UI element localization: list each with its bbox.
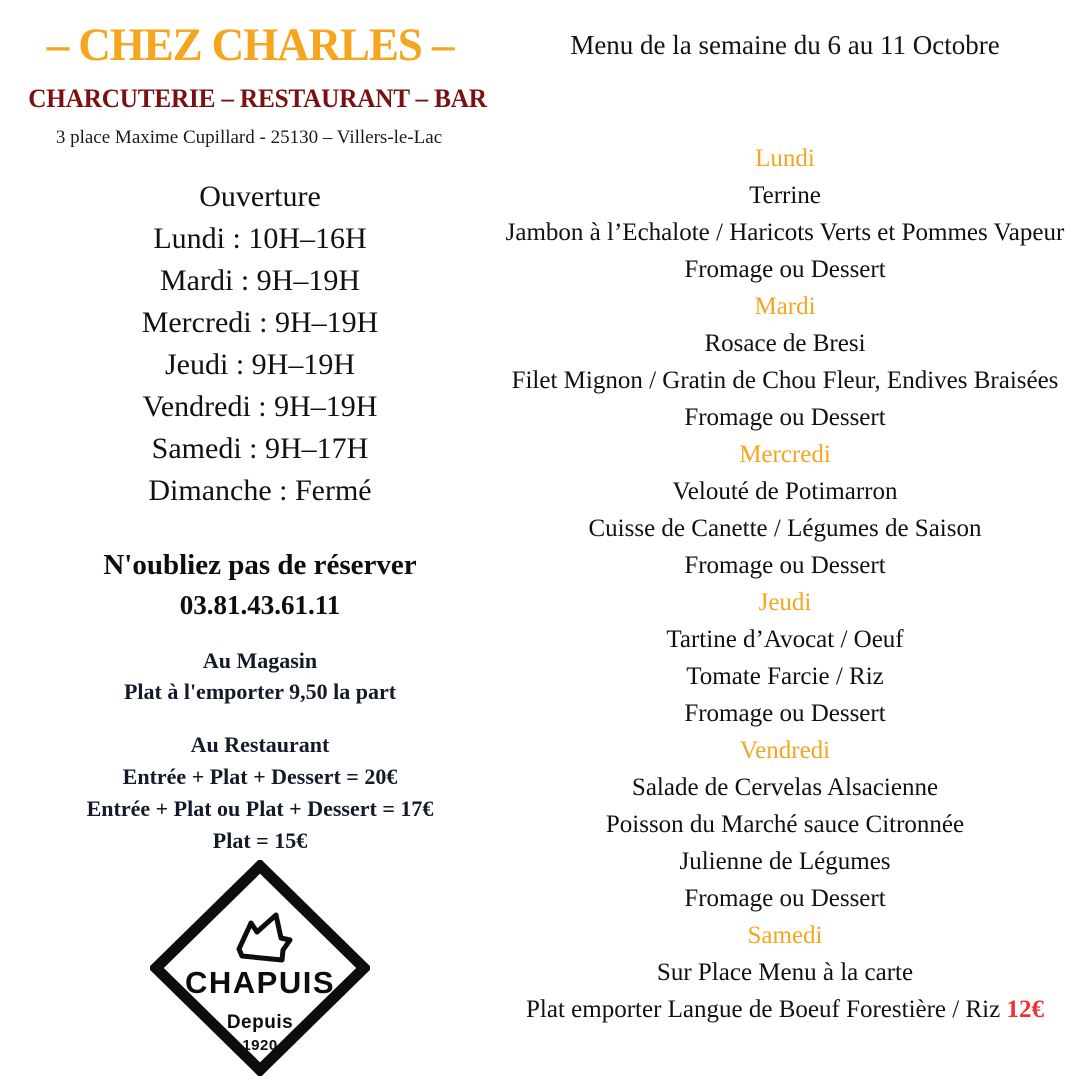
menu-dish [490,880,1080,917]
menu-dish-label: Filet Mignon / Gratin de Chou Fleur, Endives Braisées [511,367,1059,394]
chapuis-logo [150,860,370,1076]
menu-dish-label: Fromage ou Dessert [684,552,886,579]
menu-day-name: Jeudi [758,589,812,616]
restaurant-pricing-row: Plat = 15€ [212,828,308,853]
menu-dish [490,991,1080,1028]
menu-dish-label: Jambon à l’Echalote / Haricots Verts et Pommes Vapeur [505,219,1065,246]
menu-dish [490,251,1080,288]
reservation-phone-number[interactable]: 03.81.43.61.11 [179,590,341,620]
logo-since-year: 1920 [242,1037,278,1054]
logo-since-label: Depuis [226,1012,294,1033]
shop-pricing-heading: Au Magasin [202,648,318,673]
right-column [490,0,1080,1080]
menu-dish-label: Julienne de Légumes [679,848,891,875]
menu-dish-label: Poisson du Marché sauce Citronnée [605,811,965,838]
menu-dish [490,695,1080,732]
menu-day-name: Samedi [747,922,823,949]
menu-day-group [490,917,1080,1028]
menu-dish-label: Salade de Cervelas Alsacienne [631,774,939,801]
menu-dish [490,362,1080,399]
opening-hours-row: Vendredi : 9H–19H [142,390,378,423]
opening-hours-row: Lundi : 10H–16H [153,222,367,255]
menu-dish-price: 12€ [1006,996,1044,1023]
shop-pricing-row: Plat à l'emporter 9,50 la part [123,679,397,704]
opening-hours-row: Samedi : 9H–17H [151,432,369,465]
opening-hours-row: Mardi : 9H–19H [160,264,360,297]
menu-day-name: Mercredi [739,441,831,468]
menu-dish [490,473,1080,510]
menu-dish-label: Velouté de Potimarron [672,478,898,505]
menu-dish-label: Fromage ou Dessert [684,885,886,912]
restaurant-pricing-row: Entrée + Plat ou Plat + Dessert = 17€ [86,796,434,821]
menu-dish [490,658,1080,695]
menu-day-group [490,732,1080,917]
opening-hours-heading: Ouverture [199,180,321,213]
menu-day-name: Vendredi [739,737,831,764]
menu-dish-label: Fromage ou Dessert [684,404,886,431]
opening-hours-row: Dimanche : Fermé [148,474,372,507]
weekly-menu-list [490,140,1080,1028]
menu-dish [490,954,1080,991]
menu-dish-label: Cuisse de Canette / Légumes de Saison [588,515,982,542]
menu-dish [490,806,1080,843]
menu-dish-label: Terrine [749,182,821,209]
brand-address: 3 place Maxime Cupillard - 25130 – Villers-le-Lac [55,127,443,148]
menu-dish [490,325,1080,362]
menu-dish [490,510,1080,547]
menu-day-group [490,140,1080,288]
restaurant-pricing-heading: Au Restaurant [190,732,330,757]
menu-dish-label: Tartine d’Avocat / Oeuf [666,626,904,653]
reservation-call-to-action: N'oubliez pas de réserver [103,549,417,581]
brand-subtitle: CHARCUTERIE – RESTAURANT – BAR [28,84,487,113]
logo-brand-text: CHAPUIS [184,965,336,1000]
house-roof-icon [239,915,290,960]
menu-dish [490,547,1080,584]
page-title: – CHEZ CHARLES – [46,19,454,71]
menu-dish [490,177,1080,214]
menu-dish [490,399,1080,436]
week-menu-title: Menu de la semaine du 6 au 11 Octobre [570,30,1000,60]
menu-day-group [490,436,1080,584]
menu-dish [490,621,1080,658]
menu-dish-label: Fromage ou Dessert [684,256,886,283]
menu-dish-label: Fromage ou Dessert [684,700,886,727]
opening-hours-block [0,176,520,512]
opening-hours-row: Mercredi : 9H–19H [141,306,379,339]
menu-day-group [490,584,1080,732]
reservation-block [0,544,520,625]
shop-pricing-block [0,645,520,707]
menu-dish-label: Plat emporter Langue de Boeuf Forestière / Riz [526,996,1007,1023]
menu-dish-label: Sur Place Menu à la carte [656,959,914,986]
menu-dish-label: Tomate Farcie / Riz [686,663,884,690]
menu-dish [490,769,1080,806]
opening-hours-row: Jeudi : 9H–19H [165,348,355,381]
restaurant-pricing-row: Entrée + Plat + Dessert = 20€ [122,764,398,789]
left-column [0,0,520,1080]
menu-dish-label: Rosace de Bresi [704,330,866,357]
menu-dish [490,843,1080,880]
menu-dish [490,214,1080,251]
menu-day-group [490,288,1080,436]
menu-day-name: Mardi [754,293,816,320]
menu-day-name: Lundi [755,145,815,172]
restaurant-pricing-block [0,729,520,857]
